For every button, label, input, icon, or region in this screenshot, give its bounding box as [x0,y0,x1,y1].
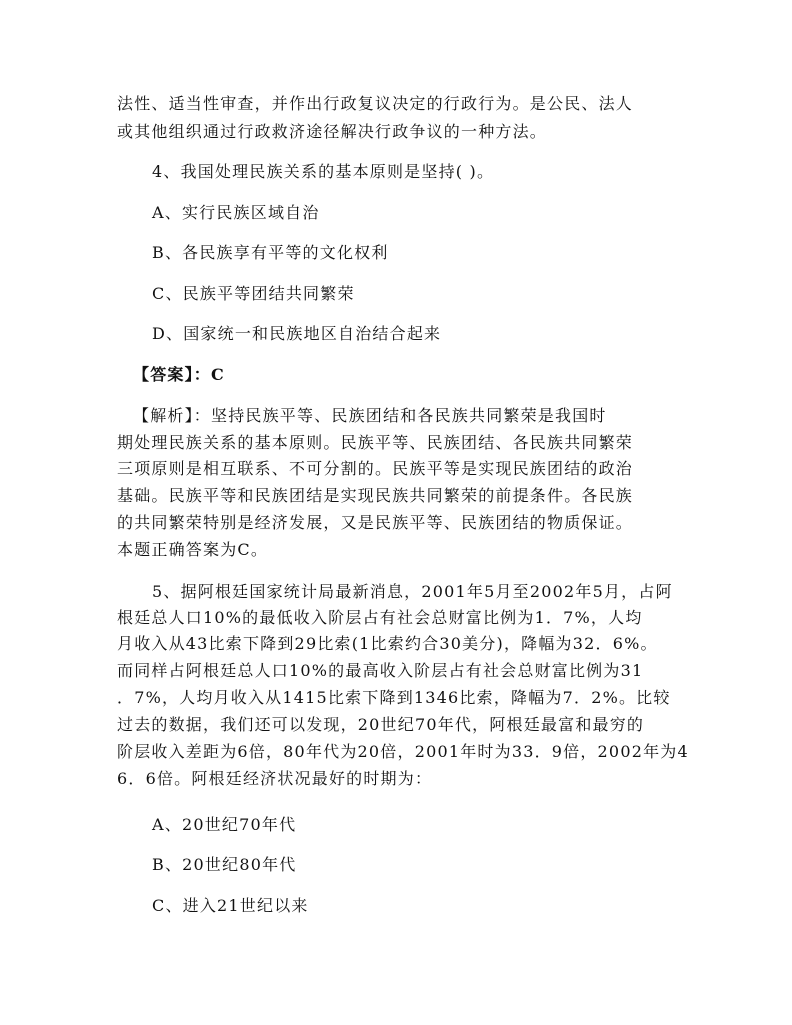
analysis-line-4: 基础。民族平等和民族团结是实现民族共同繁荣的前提条件。各民族 [117,486,634,505]
question-4-option-b: B、各民族享有平等的文化权利 [152,243,389,262]
question-5-option-c: C、进入21世纪以来 [152,896,309,915]
answer-label: 【答案】： [133,365,212,384]
intro-line-1: 法性、适当性审查，并作出行政复议决定的行政行为。是公民、法人 [117,94,634,113]
question-4-answer [133,365,225,385]
question-5-line-4: 而同样占阿根廷总人口10%的最高收入阶层占有社会总财富比例为31 [117,661,644,680]
question-4-option-c: C、民族平等团结共同繁荣 [152,284,355,303]
analysis-line-1: 【解析】：坚持民族平等、民族团结和各民族共同繁荣是我国时 [133,406,607,425]
answer-value: C [211,365,225,384]
question-5-line-7: 阶层收入差距为6倍，80年代为20倍，2001年时为33．9倍，2002年为4 [117,742,689,761]
analysis-line-5: 的共同繁荣特别是经济发展，又是民族平等、民族团结的物质保证。 [117,513,634,532]
question-4-stem: 4、我国处理民族关系的基本原则是坚持( )。 [152,162,495,181]
question-5-line-1: 5、据阿根廷国家统计局最新消息，2001年5月至2002年5月，占阿 [152,582,673,601]
question-5-option-b: B、20世纪80年代 [152,855,297,874]
intro-line-2: 或其他组织通过行政救济途径解决行政争议的一种方法。 [117,122,548,141]
analysis-line-2: 期处理民族关系的基本原则。民族平等、民族团结、各民族共同繁荣 [117,433,634,452]
question-5-line-6: 过去的数据，我们还可以发现，20世纪70年代，阿根廷最富和最穷的 [117,715,645,734]
question-5-line-8: 6．6倍。阿根廷经济状况最好的时期为： [117,769,433,788]
question-5-line-2: 根廷总人口10%的最低收入阶层占有社会总财富比例为1．7%，人均 [117,608,643,627]
question-4-option-d: D、国家统一和民族地区自治结合起来 [152,324,442,343]
analysis-line-6: 本题正确答案为C。 [117,540,269,559]
question-5-option-a: A、20世纪70年代 [152,815,297,834]
question-4-option-a: A、实行民族区域自治 [152,203,320,222]
question-5-line-3: 月收入从43比索下降到29比索(1比索约合30美分)，降幅为32．6%。 [117,634,658,653]
analysis-line-3: 三项原则是相互联系、不可分割的。民族平等是实现民族团结的政治 [117,459,634,478]
question-5-line-5: ．7%，人均月收入从1415比索下降到1346比索，降幅为7．2%。比较 [117,688,671,707]
